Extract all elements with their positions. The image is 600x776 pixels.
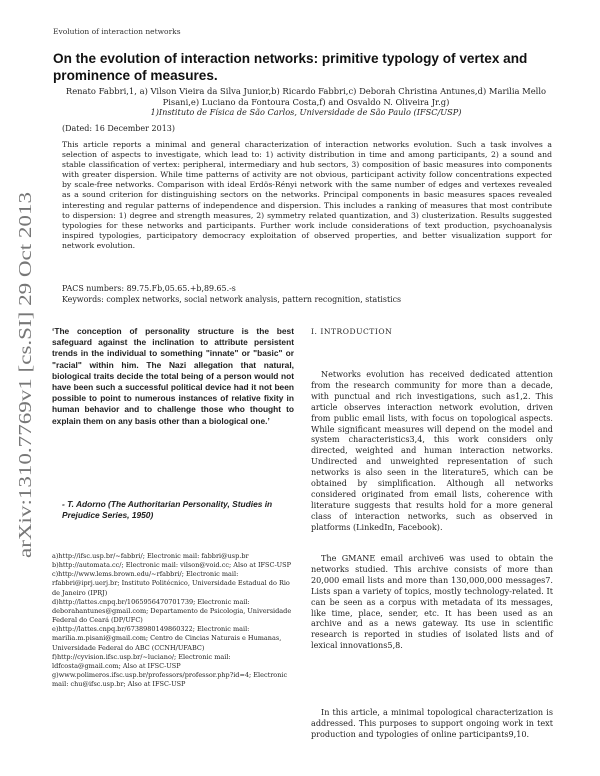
epigraph-quote: ‘The conception of personality structure is the best safeguard against the inclination to attribute persistent trends in the individual to something "innate" or "basic" or "racial" within him. The Nazi allegation that natural, biological traits decide the total being of a person would not have been such a successful political device had it not been possible to point to numerous instances of relative fixity in human behavior and to challenge those who thought to explain them on any basis other than a biological one.’ — [52, 326, 294, 426]
arxiv-identifier-text: arXiv:1310.7769v1 [cs.SI] 29 Oct 2013 — [15, 279, 35, 558]
footnote: c)http://www.lems.brown.edu/~rfabbri/; Electronic mail: rfabbri@iprj.uerj.br; Instituto Politécnico, Universidade Estadual do Rio de Janeiro (IPRJ) — [52, 570, 290, 597]
pacs-numbers: PACS numbers: 89.75.Fb,05.65.+b,89.65.-s — [62, 284, 236, 293]
body-paragraph: Networks evolution has received dedicated attention from the research community for more than a decade, with punctual and rich investigations, such as1,2. This article observes interaction network evolution, driven from public email lists, with focus on topological aspects. While significant measures will depend on the model and system characteristics3,4, this work considers only directed, weighted and human interaction networks. Undirected and unweighted representation of such networks is also seen in the literature5, which can be obtained by simplification. Although all networks considered originated from email lists, coherence with literature suggests that results hold for a more general class of interaction networks, such as observed in platforms (LinkedIn, Facebook). — [311, 369, 553, 532]
body-paragraph: In this article, a minimal topological characterization is addressed. This purposes to support ongoing work in text production and typologies of online participants9,10. — [311, 707, 553, 739]
epigraph-attribution: - T. Adorno (The Authoritarian Personality, Studies in Prejudice Series, 1950) — [62, 499, 273, 521]
footnote: f)http://cyvision.ifsc.usp.br/~luciano/; Electronic mail: ldfcosta@gmail.com; Also at IFSC-USP — [52, 652, 231, 670]
date-line: (Dated: 16 December 2013) — [62, 124, 175, 133]
footnotes — [52, 552, 296, 689]
affiliation: 1)Instituto de Física de São Carlos, Universidade de São Paulo (IFSC/USP) — [150, 107, 462, 117]
author-list: Renato Fabbri,1, a) Vilson Vieira da Silva Junior,b) Ricardo Fabbri,c) Deborah Christina Antunes,d) Marilia Mello Pisani,e) Luciano da Fontoura Costa,f) and Osvaldo N. Oliveira Jr.g) — [65, 86, 547, 107]
footnote: d)http://lattes.cnpq.br/1065956470701739; Electronic mail: deborahantunes@gmail.com; Departamento de Psicologia, Universidade Federal do Ceará (DP/UFC) — [52, 597, 292, 625]
arxiv-identifier — [4, 190, 40, 560]
section-heading-introduction: I. INTRODUCTION — [311, 327, 393, 336]
body-paragraph: The GMANE email archive6 was used to obtain the networks studied. This archive consists of more than 20,000 email lists and more than 130,000,000 messages7. Lists span a variety of topics, mostly technology-related. It can be seen as a corpus with metadata of its messages, like time, place, sender, etc. It has been used as an archive and as a news gateway. Its use in scientific research is reported in studies of isolated lists and of lexical innovations5,8. — [311, 553, 553, 651]
footnote: a)http://ifsc.usp.br/~fabbri/; Electronic mail: fabbri@usp.br — [52, 552, 249, 560]
running-head: Evolution of interaction networks — [53, 27, 181, 36]
abstract: This article reports a minimal and general characterization of interaction networks evolution. Such a task involves a selection of aspects to investigate, which lead to: 1) activity distribution in time and among participants, 2) a sound and stable classification of vertex: peripheral, intermediary and hub sectors, 3) composition of basic measures into components with greater dispersion. While time patterns of activity are not obvious, participant activity follow concentrations expected by scale-free networks. Comparison with ideal Erdös-Rényi network with the same number of edges and vertexes revealed as a sound criterion for distinguishing sectors on the networks. Principal components in basic measures spaces revealed interesting and regular patterns of independence and dispersion. This includes a ranking of measures that most contribute to dispersion: 1) degree and strength measures, 2) symmetry related quantization, and 3) clusterization. Results suggested typologies for these networks and participants. Further work include considerations of text production, psychoanalysis inspired typologies, participatory democracy exploitation of observed properties, and better visualization support for network evolution. — [62, 140, 552, 250]
paper-title: On the evolution of interaction networks: primitive typology of vertex and prominence of measures. — [53, 51, 528, 83]
footnote: e)http://lattes.cnpq.br/6738980149860322; Electronic mail: marilia.m.pisani@gmail.com; Centro de Cincias Naturais e Humanas, Universidade Federal do ABC (CCNH/UFABC) — [52, 625, 282, 652]
footnote: b)http://automata.cc/; Electronic mail: vilson@void.cc; Also at IFSC-USP — [52, 561, 291, 570]
keywords: Keywords: complex networks, social network analysis, pattern recognition, statistics — [62, 295, 402, 304]
footnote: g)www.polimeros.ifsc.usp.br/professors/professor.php?id=4; Electronic mail: chu@ifsc.usp.br; Also at IFSC-USP — [52, 671, 288, 689]
